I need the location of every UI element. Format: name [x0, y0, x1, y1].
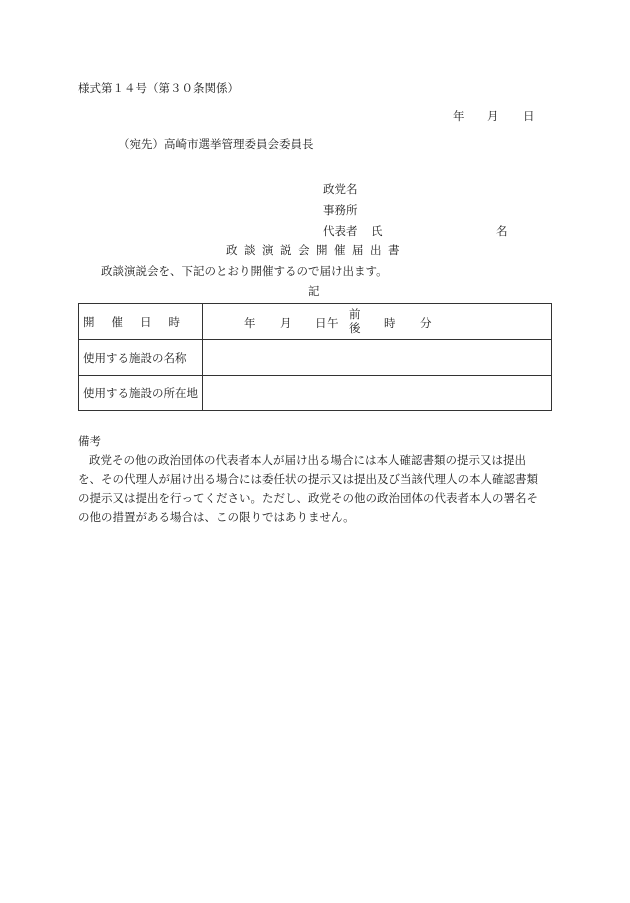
party-name-label: 政党名: [323, 182, 358, 196]
datetime-label-cell: [79, 304, 203, 340]
notes-line: の提示又は提出を行ってください。ただし、政党その他の政治団体の代表者本人の署名そ: [78, 491, 538, 505]
notes-line: の他の措置がある場合は、この限りではありません。: [78, 510, 355, 524]
dt-am: 前: [349, 307, 361, 321]
dt-pm: 後: [349, 321, 361, 335]
office-label: 事務所: [323, 203, 358, 217]
facility-address-value[interactable]: [203, 376, 552, 411]
representative-label: 代表者: [323, 224, 358, 238]
dt-month: 月: [280, 316, 292, 330]
facility-address-label-text: 使用する施設の所在地: [83, 385, 198, 400]
datetime-label: 開催日時: [83, 314, 197, 329]
intro-text: 政談演説会を、下記のとおり開催するので届け出ます。: [101, 264, 388, 278]
date-month: 月: [487, 109, 499, 123]
table-row-facility-name: [79, 340, 552, 376]
addressee: （宛先）高崎市選挙管理委員会委員長: [118, 137, 314, 151]
ki-label: 記: [308, 284, 320, 298]
representative-shi: 氏: [371, 224, 383, 238]
table-row-datetime: [79, 304, 552, 340]
document-title: 政談演説会開催届出書: [226, 243, 406, 257]
dt-gozen: 午: [327, 316, 339, 330]
datetime-value-cell: [203, 304, 552, 340]
facility-name-label: 使用する施設の名称: [79, 340, 203, 376]
notes-heading: 備考: [78, 434, 101, 448]
date-year: 年: [453, 109, 465, 123]
facility-address-label: [79, 376, 203, 411]
date-day: 日: [523, 109, 535, 123]
facility-name-value[interactable]: [203, 340, 552, 376]
dt-year: 年: [244, 316, 256, 330]
dt-minute: 分: [420, 316, 432, 330]
form-number: 様式第１４号（第３０条関係）: [78, 81, 239, 95]
dt-hour: 時: [384, 316, 396, 330]
dt-day: 日: [315, 316, 327, 330]
representative-mei: 名: [496, 224, 508, 238]
event-details-table: [78, 303, 552, 411]
notes-line: 政党その他の政治団体の代表者本人が届け出る場合には本人確認書類の提示又は提出: [89, 453, 526, 467]
notes-line: を、その代理人が届け出る場合には委任状の提示又は提出及び当該代理人の本人確認書類: [78, 472, 538, 486]
table-row-facility-address: [79, 376, 552, 411]
